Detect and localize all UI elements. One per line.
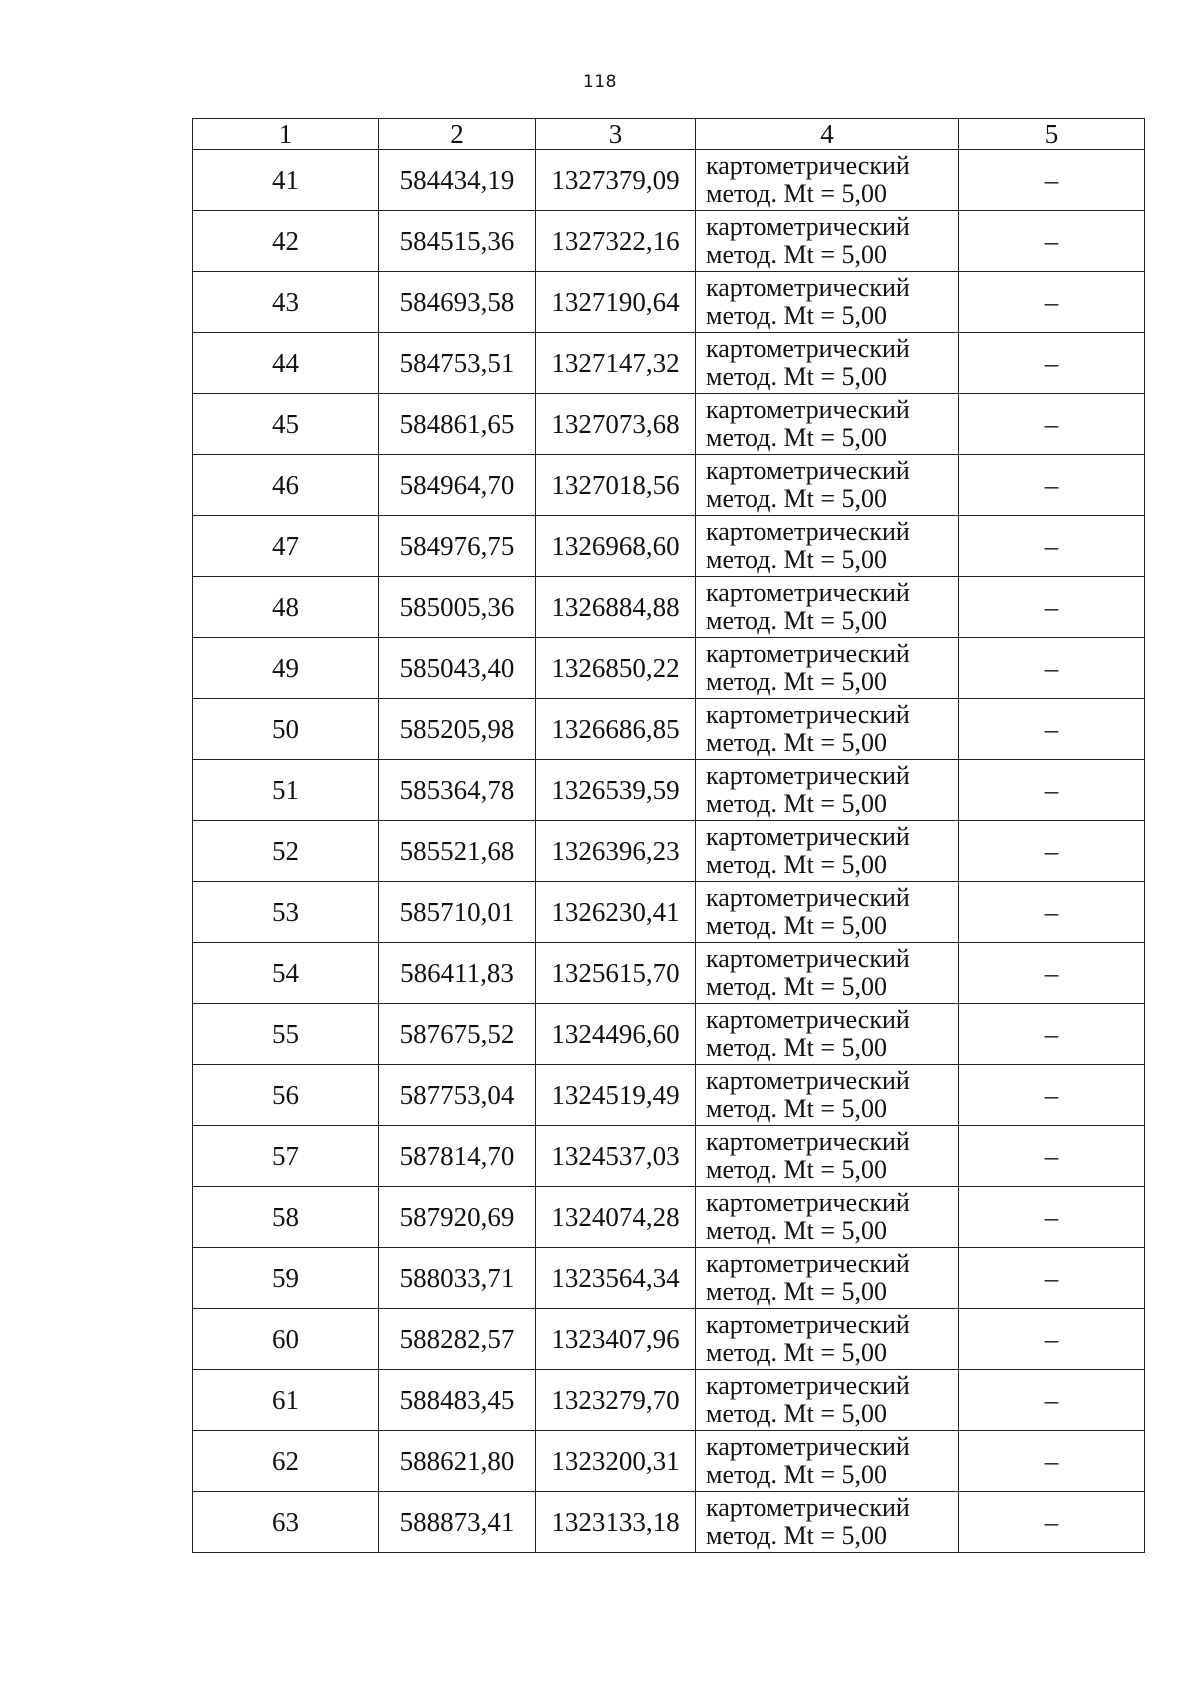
method-cell <box>696 394 959 455</box>
method-cell <box>696 821 959 882</box>
method-cell <box>696 333 959 394</box>
header-col-1: 1 <box>193 119 379 150</box>
table-row <box>193 1248 1145 1309</box>
point-number-cell: 50 <box>193 699 379 760</box>
point-number-cell: 61 <box>193 1370 379 1431</box>
method-line-1: картометрический <box>706 1005 910 1034</box>
method-line-2: метод. Mt = 5,00 <box>706 362 887 391</box>
method-cell <box>696 1431 959 1492</box>
note-cell: – <box>959 577 1145 638</box>
method-line-1: картометрический <box>706 1310 910 1339</box>
coord-y-cell: 1326968,60 <box>536 516 696 577</box>
table-row <box>193 821 1145 882</box>
coord-x-cell: 587675,52 <box>379 1004 536 1065</box>
table-row <box>193 1492 1145 1553</box>
method-line-1: картометрический <box>706 883 910 912</box>
coord-x-cell: 584515,36 <box>379 211 536 272</box>
coord-x-cell: 584964,70 <box>379 455 536 516</box>
method-line-1: картометрический <box>706 1249 910 1278</box>
note-cell: – <box>959 211 1145 272</box>
method-line-1: картометрический <box>706 1127 910 1156</box>
method-line-2: метод. Mt = 5,00 <box>706 606 887 635</box>
coord-x-cell: 588483,45 <box>379 1370 536 1431</box>
method-cell <box>696 1126 959 1187</box>
point-number-cell: 62 <box>193 1431 379 1492</box>
point-number-cell: 54 <box>193 943 379 1004</box>
method-line-1: картометрический <box>706 1188 910 1217</box>
method-line-1: картометрический <box>706 761 910 790</box>
coord-y-cell: 1327073,68 <box>536 394 696 455</box>
point-number-cell: 43 <box>193 272 379 333</box>
coord-y-cell: 1323133,18 <box>536 1492 696 1553</box>
method-line-2: метод. Mt = 5,00 <box>706 1521 887 1550</box>
coord-y-cell: 1326850,22 <box>536 638 696 699</box>
coord-x-cell: 588621,80 <box>379 1431 536 1492</box>
point-number-cell: 47 <box>193 516 379 577</box>
table-row <box>193 272 1145 333</box>
coord-y-cell: 1326686,85 <box>536 699 696 760</box>
method-line-2: метод. Mt = 5,00 <box>706 728 887 757</box>
coord-x-cell: 584976,75 <box>379 516 536 577</box>
point-number-cell: 53 <box>193 882 379 943</box>
coord-x-cell: 585710,01 <box>379 882 536 943</box>
table-row <box>193 455 1145 516</box>
coord-x-cell: 585005,36 <box>379 577 536 638</box>
point-number-cell: 45 <box>193 394 379 455</box>
note-cell: – <box>959 1492 1145 1553</box>
coord-x-cell: 585205,98 <box>379 699 536 760</box>
method-cell <box>696 1248 959 1309</box>
method-cell <box>696 1370 959 1431</box>
method-line-2: метод. Mt = 5,00 <box>706 423 887 452</box>
coord-x-cell: 584753,51 <box>379 333 536 394</box>
method-cell <box>696 516 959 577</box>
note-cell: – <box>959 1187 1145 1248</box>
method-cell <box>696 272 959 333</box>
table-row <box>193 943 1145 1004</box>
table-row <box>193 882 1145 943</box>
coord-y-cell: 1327018,56 <box>536 455 696 516</box>
method-line-1: картометрический <box>706 395 910 424</box>
table-row <box>193 333 1145 394</box>
note-cell: – <box>959 455 1145 516</box>
method-line-2: метод. Mt = 5,00 <box>706 1338 887 1367</box>
table-row <box>193 394 1145 455</box>
method-line-1: картометрический <box>706 700 910 729</box>
table-body <box>193 150 1145 1553</box>
table-row <box>193 1187 1145 1248</box>
method-cell <box>696 1492 959 1553</box>
method-line-2: метод. Mt = 5,00 <box>706 301 887 330</box>
method-line-1: картометрический <box>706 334 910 363</box>
coord-y-cell: 1324537,03 <box>536 1126 696 1187</box>
coord-y-cell: 1327379,09 <box>536 150 696 211</box>
method-line-2: метод. Mt = 5,00 <box>706 1216 887 1245</box>
method-cell <box>696 1065 959 1126</box>
method-line-2: метод. Mt = 5,00 <box>706 484 887 513</box>
method-line-1: картометрический <box>706 273 910 302</box>
method-line-1: картометрический <box>706 1066 910 1095</box>
note-cell: – <box>959 1004 1145 1065</box>
method-line-2: метод. Mt = 5,00 <box>706 545 887 574</box>
coord-x-cell: 586411,83 <box>379 943 536 1004</box>
note-cell: – <box>959 638 1145 699</box>
coordinates-table <box>192 118 1145 1553</box>
coord-y-cell: 1323279,70 <box>536 1370 696 1431</box>
table-row <box>193 577 1145 638</box>
method-line-2: метод. Mt = 5,00 <box>706 667 887 696</box>
method-cell <box>696 882 959 943</box>
note-cell: – <box>959 272 1145 333</box>
coord-y-cell: 1324519,49 <box>536 1065 696 1126</box>
point-number-cell: 55 <box>193 1004 379 1065</box>
method-line-2: метод. Mt = 5,00 <box>706 1094 887 1123</box>
method-line-2: метод. Mt = 5,00 <box>706 240 887 269</box>
point-number-cell: 60 <box>193 1309 379 1370</box>
point-number-cell: 49 <box>193 638 379 699</box>
note-cell: – <box>959 943 1145 1004</box>
method-cell <box>696 638 959 699</box>
note-cell: – <box>959 150 1145 211</box>
note-cell: – <box>959 333 1145 394</box>
method-cell <box>696 577 959 638</box>
header-col-5: 5 <box>959 119 1145 150</box>
point-number-cell: 44 <box>193 333 379 394</box>
method-line-1: картометрический <box>706 456 910 485</box>
coord-y-cell: 1324074,28 <box>536 1187 696 1248</box>
note-cell: – <box>959 1126 1145 1187</box>
method-cell <box>696 150 959 211</box>
coord-y-cell: 1323200,31 <box>536 1431 696 1492</box>
method-line-2: метод. Mt = 5,00 <box>706 179 887 208</box>
note-cell: – <box>959 1309 1145 1370</box>
coord-y-cell: 1326884,88 <box>536 577 696 638</box>
coord-x-cell: 585521,68 <box>379 821 536 882</box>
table-row <box>193 516 1145 577</box>
coord-x-cell: 584693,58 <box>379 272 536 333</box>
coord-x-cell: 584861,65 <box>379 394 536 455</box>
method-cell <box>696 760 959 821</box>
method-line-1: картометрический <box>706 578 910 607</box>
coord-y-cell: 1323564,34 <box>536 1248 696 1309</box>
table-row <box>193 699 1145 760</box>
point-number-cell: 51 <box>193 760 379 821</box>
table-row <box>193 1370 1145 1431</box>
method-line-1: картометрический <box>706 1493 910 1522</box>
point-number-cell: 46 <box>193 455 379 516</box>
table-row <box>193 150 1145 211</box>
coord-x-cell: 584434,19 <box>379 150 536 211</box>
header-col-3: 3 <box>536 119 696 150</box>
coord-y-cell: 1326539,59 <box>536 760 696 821</box>
point-number-cell: 42 <box>193 211 379 272</box>
method-line-1: картометрический <box>706 1432 910 1461</box>
method-cell <box>696 943 959 1004</box>
point-number-cell: 48 <box>193 577 379 638</box>
table-row <box>193 760 1145 821</box>
method-cell <box>696 1004 959 1065</box>
point-number-cell: 56 <box>193 1065 379 1126</box>
method-cell <box>696 699 959 760</box>
method-line-2: метод. Mt = 5,00 <box>706 911 887 940</box>
note-cell: – <box>959 1065 1145 1126</box>
method-cell <box>696 455 959 516</box>
header-col-2: 2 <box>379 119 536 150</box>
note-cell: – <box>959 1248 1145 1309</box>
point-number-cell: 59 <box>193 1248 379 1309</box>
coord-y-cell: 1327190,64 <box>536 272 696 333</box>
note-cell: – <box>959 699 1145 760</box>
method-line-2: метод. Mt = 5,00 <box>706 1033 887 1062</box>
page-number: 118 <box>583 72 617 92</box>
point-number-cell: 57 <box>193 1126 379 1187</box>
coord-x-cell: 587920,69 <box>379 1187 536 1248</box>
coord-y-cell: 1327322,16 <box>536 211 696 272</box>
table-row <box>193 1431 1145 1492</box>
method-line-2: метод. Mt = 5,00 <box>706 1460 887 1489</box>
table-row <box>193 1065 1145 1126</box>
note-cell: – <box>959 821 1145 882</box>
note-cell: – <box>959 394 1145 455</box>
method-line-1: картометрический <box>706 944 910 973</box>
note-cell: – <box>959 760 1145 821</box>
note-cell: – <box>959 1431 1145 1492</box>
method-line-2: метод. Mt = 5,00 <box>706 789 887 818</box>
method-line-2: метод. Mt = 5,00 <box>706 972 887 1001</box>
table-row <box>193 1126 1145 1187</box>
table-row <box>193 211 1145 272</box>
table-header <box>193 119 1145 150</box>
point-number-cell: 63 <box>193 1492 379 1553</box>
point-number-cell: 52 <box>193 821 379 882</box>
coord-x-cell: 585043,40 <box>379 638 536 699</box>
method-line-2: метод. Mt = 5,00 <box>706 1277 887 1306</box>
point-number-cell: 41 <box>193 150 379 211</box>
coord-y-cell: 1324496,60 <box>536 1004 696 1065</box>
table-row <box>193 1004 1145 1065</box>
coord-x-cell: 585364,78 <box>379 760 536 821</box>
coord-y-cell: 1327147,32 <box>536 333 696 394</box>
table-row <box>193 638 1145 699</box>
coord-x-cell: 588033,71 <box>379 1248 536 1309</box>
method-line-2: метод. Mt = 5,00 <box>706 1399 887 1428</box>
method-line-1: картометрический <box>706 151 910 180</box>
method-line-1: картометрический <box>706 639 910 668</box>
coord-x-cell: 587753,04 <box>379 1065 536 1126</box>
coord-x-cell: 588282,57 <box>379 1309 536 1370</box>
method-line-1: картометрический <box>706 517 910 546</box>
coord-x-cell: 587814,70 <box>379 1126 536 1187</box>
method-line-1: картометрический <box>706 1371 910 1400</box>
note-cell: – <box>959 882 1145 943</box>
header-row <box>193 119 1145 150</box>
method-cell <box>696 1187 959 1248</box>
method-line-1: картометрический <box>706 212 910 241</box>
point-number-cell: 58 <box>193 1187 379 1248</box>
table-row <box>193 1309 1145 1370</box>
note-cell: – <box>959 1370 1145 1431</box>
coord-y-cell: 1323407,96 <box>536 1309 696 1370</box>
method-line-1: картометрический <box>706 822 910 851</box>
coord-y-cell: 1326230,41 <box>536 882 696 943</box>
coord-y-cell: 1326396,23 <box>536 821 696 882</box>
method-cell <box>696 211 959 272</box>
method-cell <box>696 1309 959 1370</box>
method-line-2: метод. Mt = 5,00 <box>706 850 887 879</box>
coord-y-cell: 1325615,70 <box>536 943 696 1004</box>
note-cell: – <box>959 516 1145 577</box>
coord-x-cell: 588873,41 <box>379 1492 536 1553</box>
method-line-2: метод. Mt = 5,00 <box>706 1155 887 1184</box>
header-col-4: 4 <box>696 119 959 150</box>
